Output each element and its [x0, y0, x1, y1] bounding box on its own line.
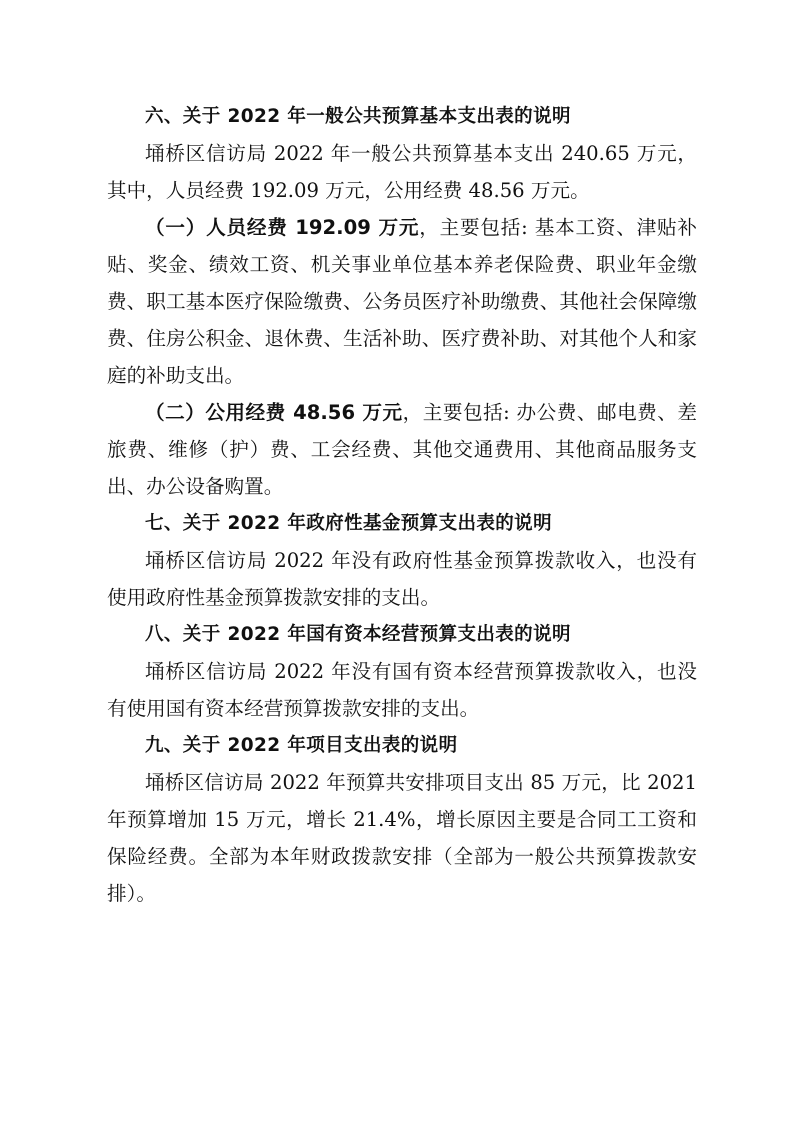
document-body	[107, 98, 697, 912]
section-7-heading: 七、关于 2022 年政府性基金预算支出表的说明	[145, 513, 552, 534]
personnel-expense-lead: （一）人员经费 192.09 万元	[145, 216, 420, 239]
section-6-paragraph-2	[107, 209, 697, 394]
section-6-paragraph-1: 埇桥区信访局 2022 年一般公共预算基本支出 240.65 万元，其中，人员经费 192.09 万元，公用经费 48.56 万元。	[107, 142, 697, 202]
personnel-expense-detail: ，主要包括: 基本工资、津贴补贴、奖金、绩效工资、机关事业单位基本养老保险费、职业年金缴费、职工基本医疗保险缴费、公务员医疗补助缴费、其他社会保障缴费、住房公积金、退休费、生活补助、医疗费补助、对其他个人和家庭的补助支出。	[107, 216, 697, 387]
section-8-paragraph-1: 埇桥区信访局 2022 年没有国有资本经营预算拨款收入，也没有使用国有资本经营预算拨款安排的支出。	[107, 660, 697, 720]
section-6-heading: 六、关于 2022 年一般公共预算基本支出表的说明	[145, 106, 571, 127]
section-9-paragraph-1: 埇桥区信访局 2022 年预算共安排项目支出 85 万元，比 2021 年预算增加 15 万元，增长 21.4%，增长原因主要是合同工工资和保险经费。全部为本年财政拨款安排（全部为一般公共预算拨款安排）。	[107, 771, 697, 905]
section-6-paragraph-3	[107, 394, 697, 505]
section-9-heading: 九、关于 2022 年项目支出表的说明	[145, 735, 458, 756]
section-8-heading: 八、关于 2022 年国有资本经营预算支出表的说明	[145, 624, 571, 645]
public-expense-lead: （二）公用经费 48.56 万元	[145, 401, 403, 424]
public-expense-detail: ，主要包括: 办公费、邮电费、差旅费、维修（护）费、工会经费、其他交通费用、其他商品服务支出、办公设备购置。	[107, 401, 697, 498]
section-7-paragraph-1: 埇桥区信访局 2022 年没有政府性基金预算拨款收入，也没有使用政府性基金预算拨款安排的支出。	[107, 549, 697, 609]
